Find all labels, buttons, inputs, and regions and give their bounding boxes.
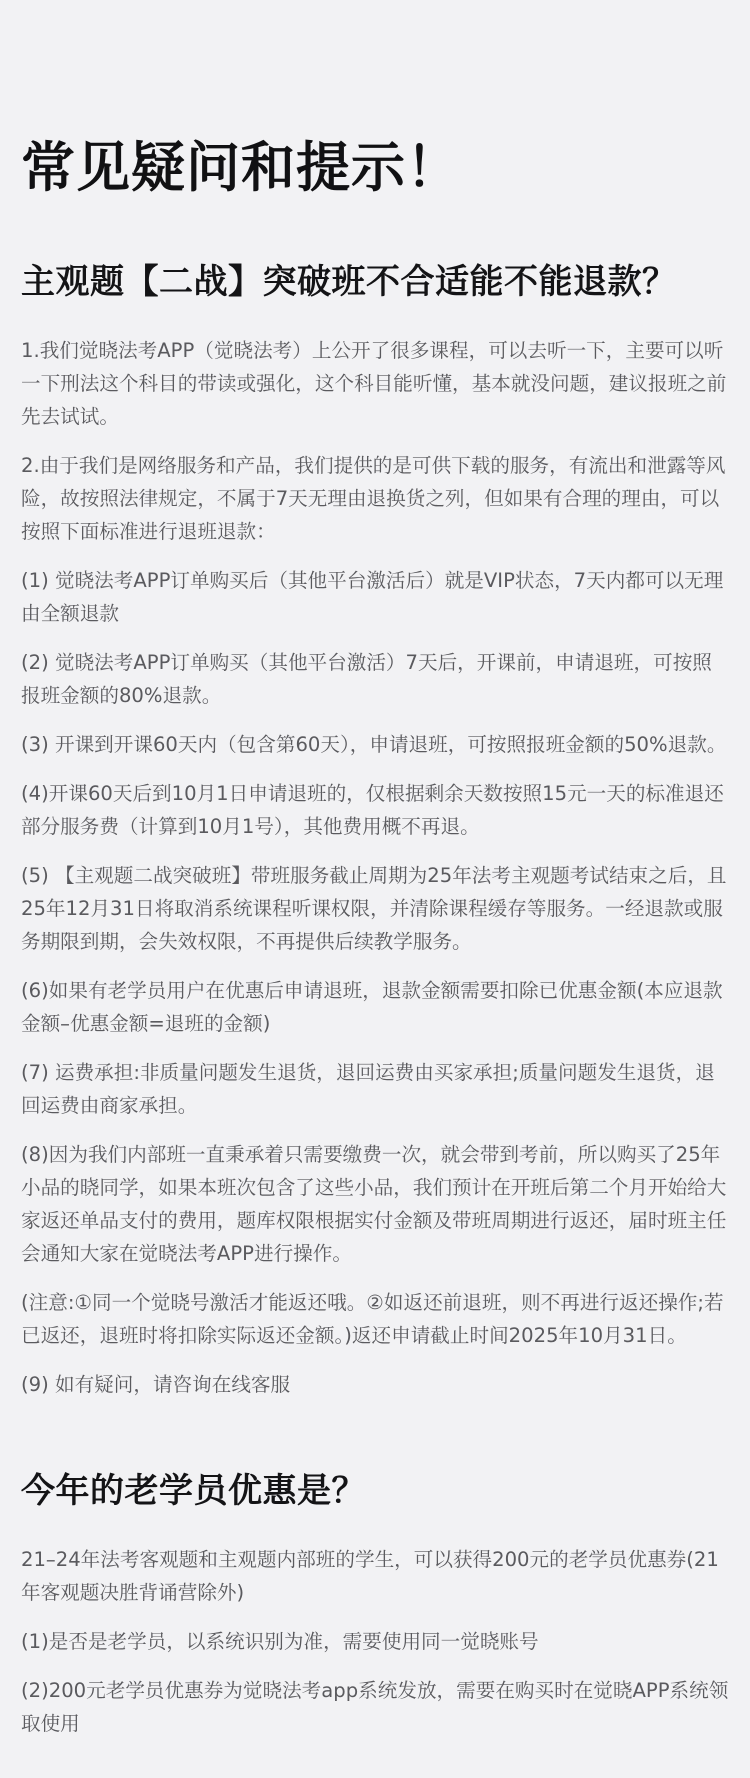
paragraph-discount-intro: 21–24年法考客观题和主观题内部班的学生，可以获得200元的老学员优惠券(21年客观题决胜背诵营除外) — [21, 1548, 719, 1604]
paragraph-discount-rule-1: (1)是否是老学员，以系统识别为准，需要使用同一觉晓账号 — [21, 1630, 539, 1653]
paragraph-rule-3: (3) 开课到开课60天内（包含第60天），申请退班，可按照报班金额的50%退款。 — [21, 733, 727, 756]
page-title: 常见疑问和提示！ — [21, 136, 461, 199]
section-heading: 主观题【二战】突破班不合适能不能退款？ — [21, 262, 677, 302]
paragraph-discount-rule-2: (2)200元老学员优惠券为觉晓法考app系统发放，需要在购买时在觉晓APP系统领取使用 — [21, 1679, 729, 1735]
paragraph-rule-4: (4)开课60天后到10月1日申请退班的，仅根据剩余天数按照15元一天的标准退还部分服务费（计算到10月1号），其他费用概不再退。 — [21, 782, 724, 838]
paragraph-note: (注意:①同一个觉晓号激活才能返还哦。②如返还前退班，则不再进行返还操作;若已返还，退班时将扣除实际返还金额。)返还申请截止时间2025年10月31日。 — [21, 1291, 724, 1347]
section-heading: 今年的老学员优惠是？ — [21, 1471, 366, 1511]
paragraph-rule-2: (2) 觉晓法考APP订单购买（其他平台激活）7天后，开课前，申请退班，可按照报班金额的80%退款。 — [21, 651, 712, 707]
paragraph-list — [21, 334, 730, 1401]
returning-student-section — [21, 1461, 730, 1740]
paragraph-refund-policy: 2.由于我们是网络服务和产品，我们提供的是可供下载的服务，有流出和泄露等风险，故按照法律规定，不属于7天无理由退换货之列，但如果有合理的理由，可以按照下面标准进行退班退款： — [21, 454, 726, 543]
refund-section — [21, 252, 730, 1401]
paragraph-intro-trial: 1.我们觉晓法考APP（觉晓法考）上公开了很多课程，可以去听一下，主要可以听一下刑法这个科目的带读或强化，这个科目能听懂，基本就没问题，建议报班之前先去试试。 — [21, 339, 727, 428]
paragraph-rule-8: (8)因为我们内部班一直秉承着只需要缴费一次，就会带到考前，所以购买了25年小品的晓同学，如果本班次包含了这些小品，我们预计在开班后第二个月开始给大家返还单品支付的费用，题库权限根据实付金额及带班周期进行返还，届时班主任会通知大家在觉晓法考APP进行操作。 — [21, 1143, 727, 1265]
paragraph-rule-1: (1) 觉晓法考APP订单购买后（其他平台激活后）就是VIP状态，7天内都可以无理由全额退款 — [21, 569, 724, 625]
paragraph-rule-6: (6)如果有老学员用户在优惠后申请退班，退款金额需要扣除已优惠金额(本应退款金额–优惠金额=退班的金额) — [21, 979, 723, 1035]
paragraph-rule-7: (7) 运费承担:非质量问题发生退货，退回运费由买家承担;质量问题发生退货，退回运费由商家承担。 — [21, 1061, 715, 1117]
paragraph-list — [21, 1543, 730, 1740]
paragraph-rule-9: (9) 如有疑问，请咨询在线客服 — [21, 1373, 291, 1396]
paragraph-rule-5: (5) 【主观题二战突破班】带班服务截止周期为25年法考主观题考试结束之后，且25年12月31日将取消系统课程听课权限，并清除课程缓存等服务。一经退款或服务期限到期，会失效权限，不再提供后续教学服务。 — [21, 864, 727, 953]
